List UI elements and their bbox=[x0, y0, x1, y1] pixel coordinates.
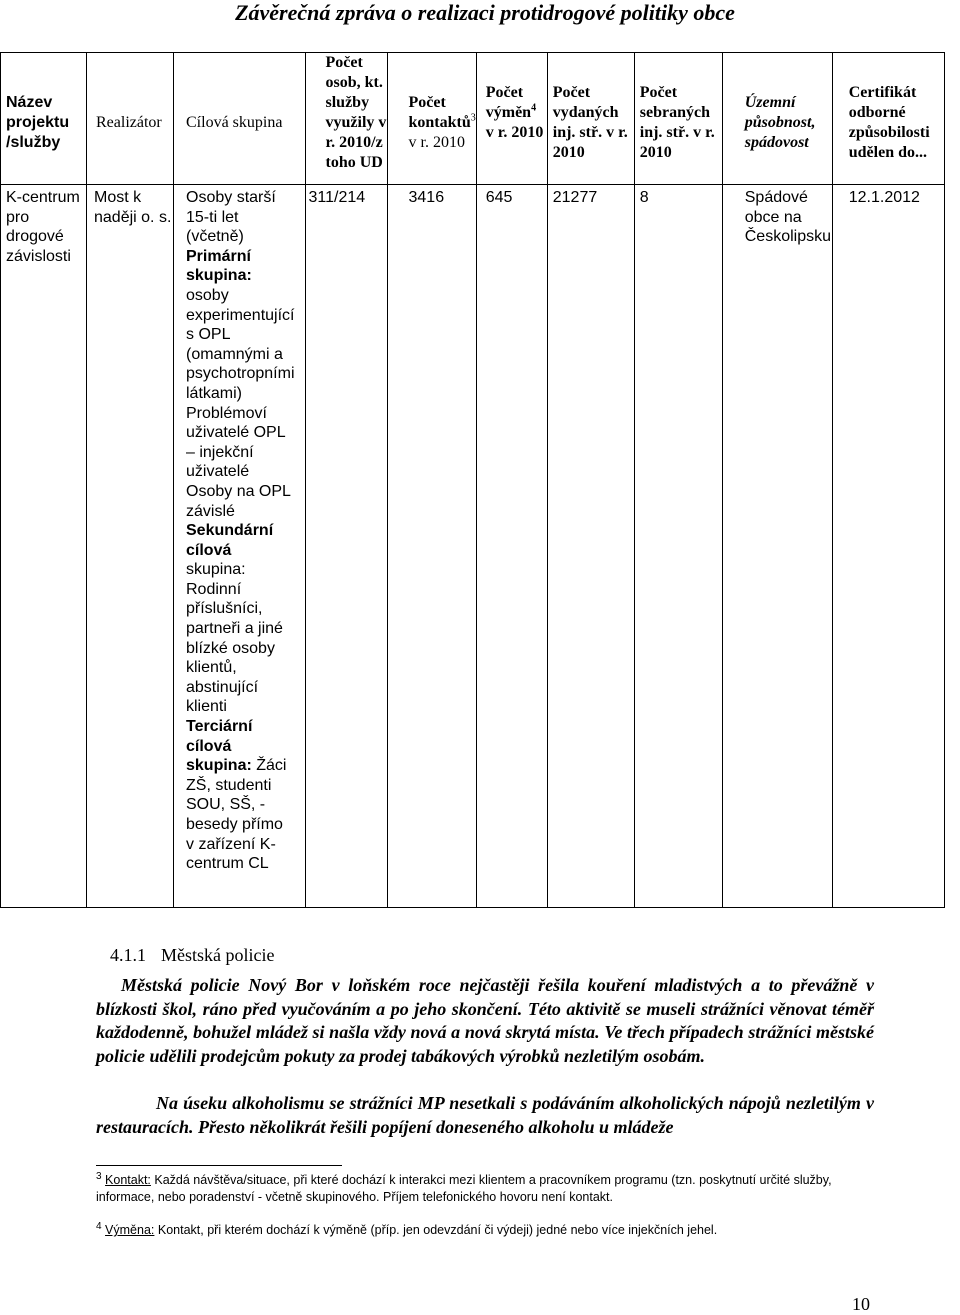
page-number: 10 bbox=[852, 1294, 870, 1314]
cell-project: K-centrum pro drogové závislosti bbox=[1, 185, 87, 908]
header-target-group: Cílová skupina bbox=[174, 53, 306, 185]
header-clients: Počet osob, kt. služby využily v r. 2010/z toho UD bbox=[305, 53, 387, 185]
footnote-4: $^4$ Výměna: Kontakt, při kterém dochází k výměně (příp. jen odevzdání či výdeji) jedné nebo více injekčních jehel. bbox=[96, 1220, 718, 1237]
header-exchanges: Počet výměn$^4$ v r. 2010 bbox=[476, 53, 547, 185]
header-provider: Realizátor bbox=[87, 53, 174, 185]
header-issued: Počet vydaných inj. stř. v r. 2010 bbox=[547, 53, 634, 185]
paragraph-2: Na úseku alkoholismu se strážníci MP nesetkali s podáváním alkoholických nápojů nezletilým v restauracích. Přesto několikrát řešili popíjení doneseného alkoholu u mládeže bbox=[96, 1093, 874, 1137]
cell-provider: Most k naději o. s. bbox=[87, 185, 174, 908]
section-title: Městská policie bbox=[161, 945, 275, 965]
cell-contacts: 3416 bbox=[387, 185, 476, 908]
cell-collected: 8 bbox=[634, 185, 722, 908]
cell-clients: 311/214 bbox=[305, 185, 387, 908]
section-heading bbox=[110, 945, 289, 966]
header-certificate: Certifikát odborné způsobilosti udělen do... bbox=[832, 53, 944, 185]
cell-territory: Spádové obce na Českolipsku bbox=[722, 185, 832, 908]
header-collected: Počet sebraných inj. stř. v r. 2010 bbox=[634, 53, 722, 185]
cell-target-group: Osoby starší 15-ti let (včetně) Primární skupina: osoby experimentující s OPL (omamnými a psychotropními látkami) Problémoví uživatelé OPL – injekční uživatelé Osoby na OPL závislé Sekundární cílová skupina: Rodinní příslušníci, partneři a jiné blízké osoby klientů, abstinující klienti Terciární cílová skupina: Žáci ZŠ, studenti SOU, SŠ, - besedy přímo v zařízení K-centrum CL bbox=[174, 185, 306, 908]
header-project: Název projektu /služby bbox=[1, 53, 87, 185]
section-number: 4.1.1 bbox=[110, 945, 146, 965]
page-title: Závěrečná zpráva o realizaci protidrogové politiky obce bbox=[235, 0, 735, 25]
cell-issued: 21277 bbox=[547, 185, 634, 908]
header-territory: Územní působnost, spádovost bbox=[722, 53, 832, 185]
header-contacts: Počet kontaktů$^3$ v r. 2010 bbox=[387, 53, 476, 185]
cell-exchanges: 645 bbox=[476, 185, 547, 908]
footnote-3: $^3$ Kontakt: Každá návštěva/situace, při které dochází k interakci mezi klientem a pracovníkem programu (tzn. poskytnutí určité služby, informace, nebo poradenství - včetně skupinového. Příjem telefonického hovoru není kontakt. bbox=[96, 1170, 832, 1204]
paragraph-1: Městská policie Nový Bor v loňském roce nejčastěji řešila kouření mladistvých a to převážně v blízkosti škol, ráno před vyučováním a po jeho skončení. Této aktivitě se museli strážníci věnovat téměř každodenně, bohužel mládež si našla vždy nová a nová skrytá místa. Ve třech případech strážníci městské policie udělili prodejcům pokuty za prodej tabákových výrobků nezletilým osobám. bbox=[96, 975, 874, 1066]
report-table bbox=[0, 52, 945, 908]
footnote-rule bbox=[96, 1165, 342, 1166]
cell-certificate: 12.1.2012 bbox=[832, 185, 944, 908]
